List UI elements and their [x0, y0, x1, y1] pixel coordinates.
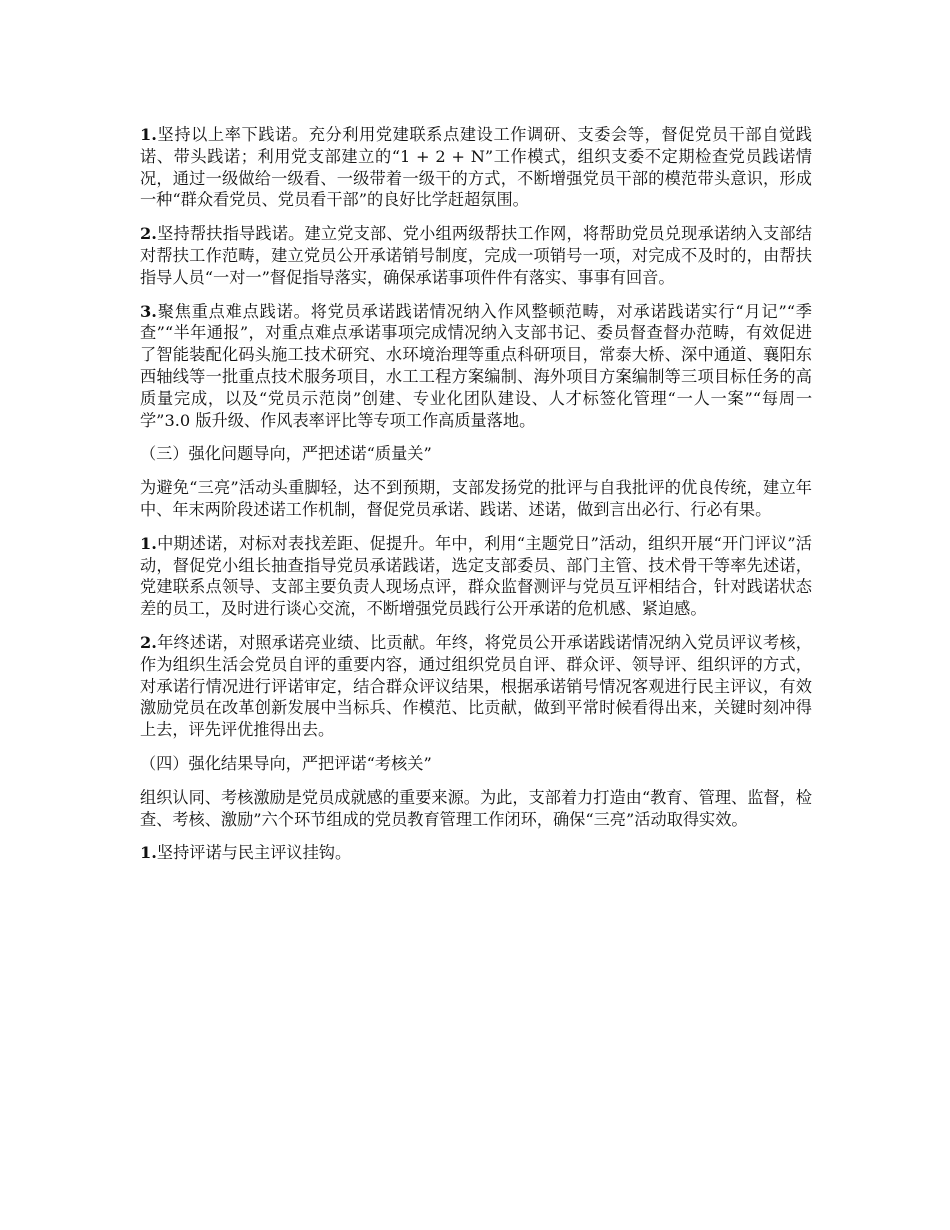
section-heading-text: （四）强化结果导向，严把评诺“考核关”	[140, 753, 432, 773]
paragraph-text: 聚焦重点难点践诺。将党员承诺践诺情况纳入作风整顿范畴，对承诺践诺实行“月记”“季查”“半年通报”，对重点难点承诺事项完成情况纳入支部书记、委员督查督办范畴，有效促进了智能装配化码头施工技术研究、水环境治理等重点科研项目，常泰大桥、深中通道、襄阳东西轴线等一批重点技术服务项目，水工工程方案编制、海外项目方案编制等三项目标任务的高质量完成，以及“党员示范岗”创建、专业化团队建设、人才标签化管理“一人一案”“每周一学”3.0 版升级、作风表率评比等专项工作高质量落地。	[140, 301, 812, 430]
paragraph-practice-guidance	[140, 223, 812, 288]
paragraph-text: 坚持帮扶指导践诺。建立党支部、党小组两级帮扶工作网，将帮助党员兑现承诺纳入支部结对帮扶工作范畴，建立党员公开承诺销号制度，完成一项销号一项，对完成不及时的，由帮扶指导人员“一对一”督促指导落实，确保承诺事项件件有落实、事事有回音。	[140, 224, 812, 287]
paragraph-section-three-intro	[140, 477, 812, 521]
paragraph-number: 2.	[140, 224, 157, 244]
paragraph-midyear-report	[140, 533, 812, 620]
document-page	[140, 124, 812, 876]
paragraph-number: 3.	[140, 301, 157, 321]
section-heading-four	[140, 753, 812, 775]
paragraph-text: 年终述诺，对照承诺亮业绩、比贡献。年终，将党员公开承诺践诺情况纳入党员评议考核，作为组织生活会党员自评的重要内容，通过组织党员自评、群众评、领导评、组织评的方式，对承诺行情况进行评诺审定，结合群众评议结果，根据承诺销号情况客观进行民主评议，有效激励党员在改革创新发展中当标兵、作模范、比贡献，做到平常时候看得出来，关键时刻冲得上去，评先评优推得出去。	[140, 632, 812, 740]
section-heading-text: （三）强化问题导向，严把述诺“质量关”	[140, 444, 432, 464]
paragraph-practice-leadership	[140, 124, 812, 211]
paragraph-text: 组织认同、考核激励是党员成就感的重要来源。为此，支部着力打造由“教育、管理、监督，检查、考核、激励”六个环节组成的党员教育管理工作闭环，确保“三亮”活动取得实效。	[140, 787, 812, 829]
paragraph-text: 中期述诺，对标对表找差距、促提升。年中，利用“主题党日”活动，组织开展“开门评议”活动，督促党小组长抽查指导党员承诺践诺，选定支部委员、部门主管、技术骨干等率先述诺，党建联系点领导、支部主要负责人现场点评，群众监督测评与党员互评相结合，针对践诺状态差的员工，及时进行谈心交流，不断增强党员践行公开承诺的危机感、紧迫感。	[140, 533, 812, 619]
paragraph-number: 1.	[140, 843, 157, 863]
section-heading-three	[140, 443, 812, 465]
paragraph-evaluation-link	[140, 842, 812, 864]
paragraph-number: 1.	[140, 125, 157, 144]
paragraph-yearend-report	[140, 632, 812, 741]
paragraph-number: 1.	[140, 533, 157, 553]
paragraph-text: 坚持评诺与民主评议挂钩。	[156, 843, 352, 863]
paragraph-number: 2.	[140, 632, 157, 652]
paragraph-text: 坚持以上率下践诺。充分利用党建联系点建设工作调研、支委会等，督促党员干部自觉践诺、带头践诺；利用党支部建立的“1 + 2 + N”工作模式，组织支委不定期检查党员践诺情况，通过一级做给一级看、一级带着一级干的方式，不断增强党员干部的模范带头意识，形成一种“群众看党员、党员看干部”的良好比学赶超氛围。	[140, 125, 812, 210]
paragraph-practice-key-points	[140, 301, 812, 432]
paragraph-section-four-intro	[140, 787, 812, 831]
paragraph-text: 为避免“三亮”活动头重脚轻，达不到预期，支部发扬党的批评与自我批评的优良传统，建立年中、年末两阶段述诺工作机制，督促党员承诺、践诺、述诺，做到言出必行、行必有果。	[140, 478, 812, 519]
